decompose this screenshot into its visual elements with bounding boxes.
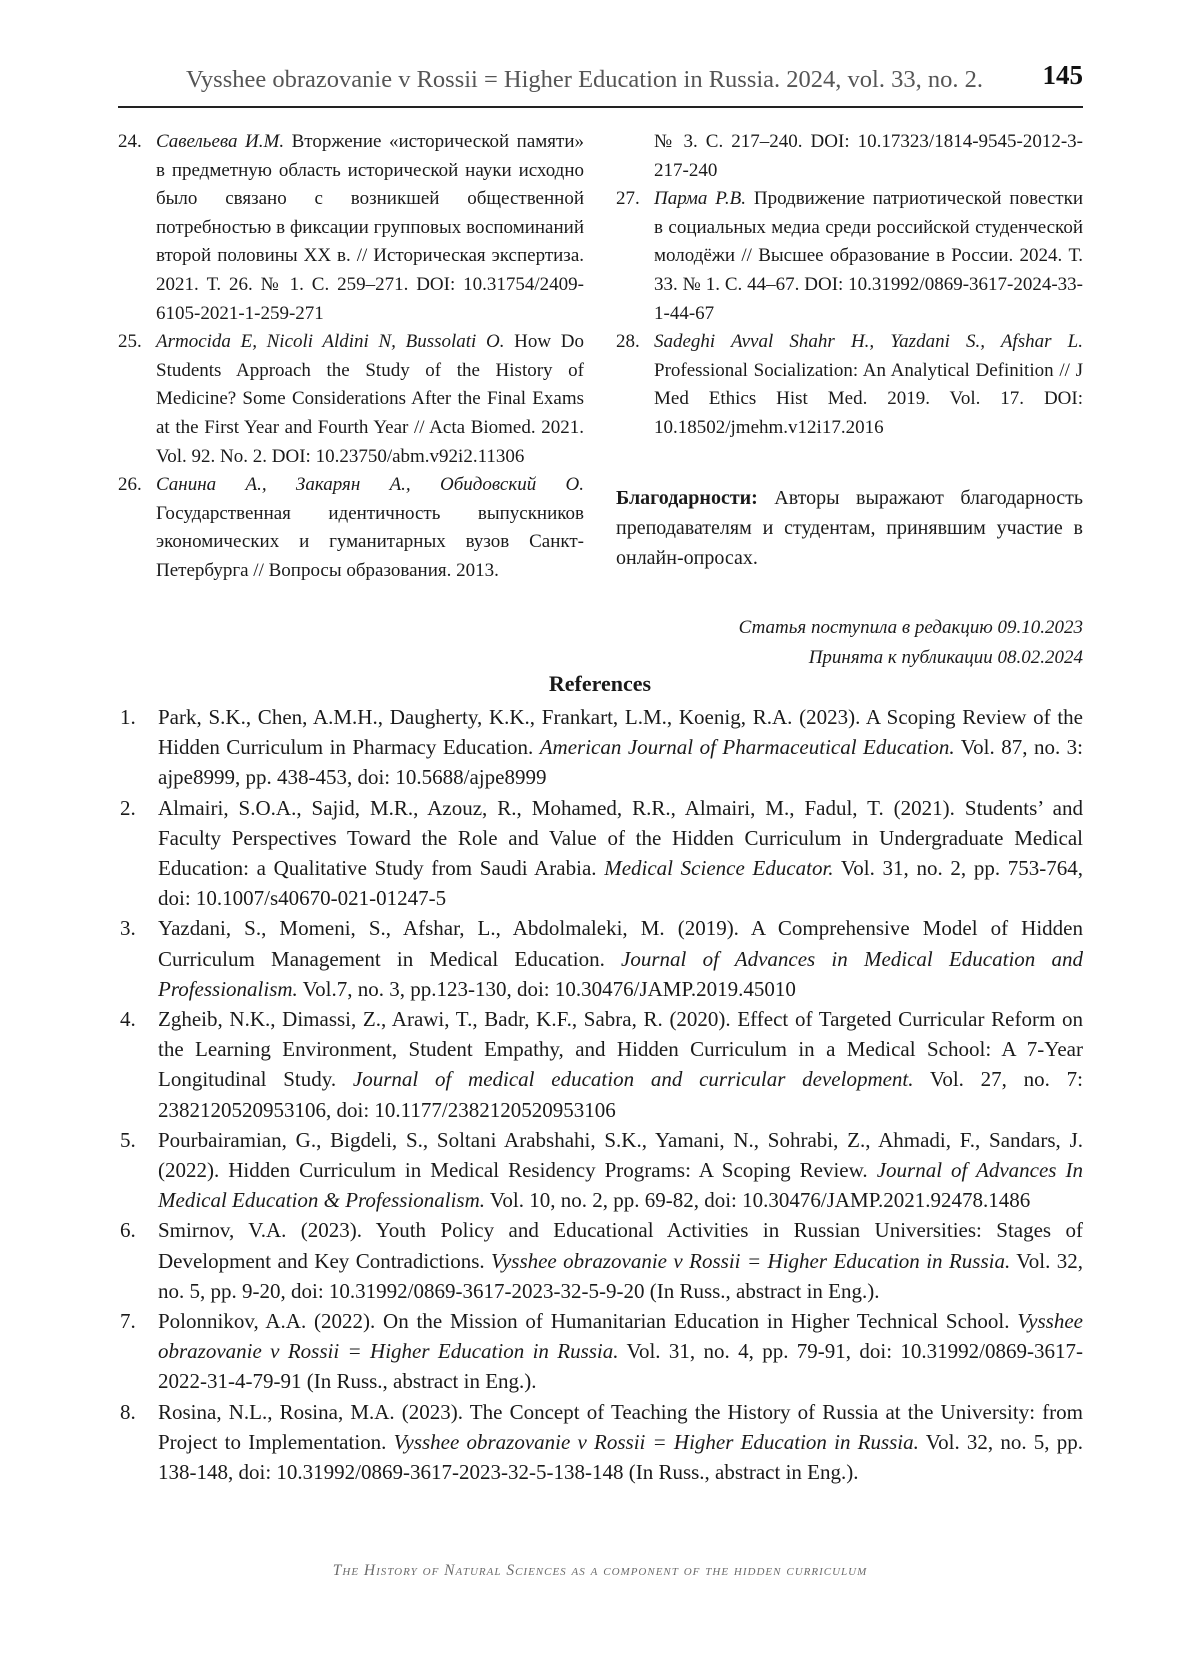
- reference-item: [118, 793, 1083, 914]
- received-date: Статья поступила в редакцию 09.10.2023: [738, 616, 1083, 638]
- reference-journal: American Journal of Pharmaceutical Education.: [539, 735, 955, 760]
- reference-authors: Савельева И.М.: [156, 131, 285, 152]
- reference-number: 26.: [118, 474, 142, 496]
- reference-number: 25.: [118, 331, 142, 353]
- reference-text: Professional Socialization: An Analytical Definition // J Med Ethics Hist Med. 2019. Vol. 17. DOI: 10.18502/jmehm.v12i17.2016: [654, 359, 1083, 438]
- reference-text: Park, S.K., Chen, A.M.H., Daugherty, K.K., Frankart, L.M., Koenig, R.A. (2023). A Scoping Review of the Hidden Curriculum in Pharmacy Education.: [158, 705, 1083, 760]
- references-heading: References: [548, 671, 652, 696]
- article-dates: [616, 613, 1083, 673]
- accepted-date: Принята к публикации 08.02.2024: [808, 646, 1083, 668]
- running-footer: The History of Natural Sciences as a component of the hidden curriculum: [332, 1562, 868, 1579]
- acknowledgements-label: Благодарности:: [616, 486, 758, 509]
- reference-text: How Do Students Approach the Study of the History of Medicine? Some Considerations After the Final Exams at the First Year and Fourth Year // Acta Biomed. 2021. Vol. 92. No. 2. DOI: 10.23750/abm.v92i2.11306: [156, 331, 584, 467]
- reference-number: 2.: [120, 795, 136, 820]
- reference-item: [118, 328, 584, 471]
- reference-number: 28.: [616, 331, 640, 353]
- running-header: [118, 58, 1083, 108]
- reference-authors: Парма Р.В.: [654, 188, 747, 210]
- acknowledgements: [616, 483, 1083, 573]
- reference-text: Polonnikov, A.A. (2022). On the Mission of Humanitarian Education in Higher Technical School.: [158, 1309, 1018, 1334]
- reference-item: [118, 1306, 1083, 1397]
- reference-text: Yazdani, S., Momeni, S., Afshar, L., Abdolmaleki, M. (2019). A Comprehensive Model of Hidden Curriculum Management in Medical Education.: [158, 916, 1083, 971]
- reference-text: Smirnov, V.A. (2023). Youth Policy and Educational Activities in Russian Universities: Stages of Development and Key Contradictions.: [158, 1218, 1083, 1273]
- reference-item: [118, 1004, 1083, 1125]
- reference-details: Vol. 31, no. 2, pp. 753-764, doi: 10.1007/s40670-021-01247-5: [158, 856, 1083, 911]
- reference-details: Vol. 31, no. 4, pp. 79-91, doi: 10.31992/0869-3617-2022-31-4-79-91 (In Russ., abstract in Eng.).: [158, 1339, 1083, 1394]
- reference-item: [118, 1397, 1083, 1488]
- reference-authors: Armocida E, Nicoli Aldini N, Bussolati O.: [156, 331, 505, 353]
- acknowledgements-text: Авторы выражают благодарность преподавателям и студентам, принявшим участие в онлайн-опросах.: [616, 486, 1083, 569]
- reference-authors: Sadeghi Avval Shahr H., Yazdani S., Afshar L.: [654, 331, 1083, 353]
- reference-text: Zgheib, N.K., Dimassi, Z., Arawi, T., Badr, K.F., Sabra, R. (2020). Effect of Targeted Curricular Reform on the Learning Environment, Student Empathy, and Hidden Curriculum in a Medical School: A 7-Year Longitudinal Study.: [158, 1007, 1083, 1092]
- reference-continuation: № 3. С. 217–240. DOI: 10.17323/1814-9545-2012-3-217-240: [654, 131, 1083, 181]
- reference-journal: Journal of Advances In Medical Education & Professionalism.: [158, 1158, 1083, 1213]
- reference-item: [118, 913, 1083, 1004]
- right-column: [616, 128, 1083, 673]
- reference-number: 6.: [120, 1218, 136, 1243]
- reference-journal: Journal of Advances in Medical Education and Professionalism.: [158, 946, 1084, 1001]
- references-list: [118, 702, 1083, 1487]
- journal-title: Vysshee obrazovanie v Rossii = Higher Education in Russia. 2024, vol. 33, no. 2.: [185, 66, 983, 93]
- reference-item: [118, 471, 584, 585]
- reference-details: Vol. 87, no. 3: ajpe8999, pp. 438-453, doi: 10.5688/ajpe8999: [158, 735, 1083, 790]
- reference-item: [118, 1125, 1083, 1216]
- reference-number: 1.: [120, 705, 136, 729]
- reference-details: Vol. 32, no. 5, pp. 9-20, doi: 10.31992/0869-3617-2023-32-5-9-20 (In Russ., abstract in Eng.).: [158, 1248, 1084, 1303]
- reference-text: Almairi, S.O.A., Sajid, M.R., Azouz, R., Mohamed, R.R., Almairi, M., Fadul, T. (2021). Students’ and Faculty Perspectives Toward the Role and Value of the Hidden Curriculum in Undergraduate Medical Education: a Qualitative Study from Saudi Arabia.: [158, 795, 1083, 881]
- reference-journal: Vysshee obrazovanie v Rossii = Higher Education in Russia.: [158, 1309, 1083, 1364]
- page-number: 145: [1042, 60, 1083, 90]
- reference-journal: Vysshee obrazovanie v Rossii = Higher Education in Russia.: [491, 1248, 1011, 1273]
- reference-number: 7.: [120, 1309, 136, 1334]
- reference-text: Вторжение «исторической памяти» в предметную область исторической науки исходно было связано с возникшей общественной потребностью в фиксации групповых воспоминаний второй половины XX в. // Историческая экспертиза. 2021. Т. 26. № 1. С. 259–271. DOI: 10.31754/2409-6105-2021-1-259-271: [156, 131, 585, 324]
- reference-details: Vol. 27, no. 7: 2382120520953106, doi: 10.1177/2382120520953106: [158, 1067, 1083, 1122]
- reference-journal: Journal of medical education and curricular development.: [352, 1067, 914, 1092]
- reference-number: 24.: [118, 131, 142, 152]
- reference-item: [616, 328, 1083, 442]
- reference-item: [616, 185, 1083, 328]
- reference-item: [118, 702, 1083, 793]
- reference-number: 4.: [120, 1007, 136, 1032]
- reference-details: Vol.7, no. 3, pp.123-130, doi: 10.30476/JAMP.2019.45010: [297, 976, 796, 1001]
- reference-number: 3.: [120, 916, 136, 941]
- reference-text: Государственная идентичность выпускников экономических и гуманитарных вузов Санкт-Петербурга // Вопросы образования. 2013.: [156, 502, 584, 581]
- reference-item: [118, 1215, 1083, 1306]
- reference-number: 8.: [120, 1399, 136, 1424]
- reference-details: Vol. 10, no. 2, pp. 69-82, doi: 10.30476/JAMP.2021.92478.1486: [485, 1188, 1031, 1213]
- reference-journal: Vysshee obrazovanie v Rossii = Higher Education in Russia.: [393, 1429, 919, 1454]
- reference-item: [118, 128, 584, 328]
- reference-authors: Санина А., Закарян А., Обидовский О.: [156, 474, 584, 496]
- reference-number: 5.: [120, 1127, 136, 1152]
- reference-text: Rosina, N.L., Rosina, M.A. (2023). The Concept of Teaching the History of Russia at the University: from Project to Implementation.: [158, 1399, 1083, 1454]
- reference-number: 27.: [616, 188, 640, 210]
- left-column: [118, 128, 584, 586]
- reference-journal: Medical Science Educator.: [604, 856, 834, 881]
- reference-text: Pourbairamian, G., Bigdeli, S., Soltani Arabshahi, S.K., Yamani, N., Sohrabi, Z., Ahmadi, F., Sandars, J. (2022). Hidden Curriculum in Medical Residency Programs: A Scoping Review.: [158, 1127, 1083, 1183]
- reference-text: Продвижение патриотической повестки в социальных медиа среди российской студенческой молодёжи // Высшее образование в России. 2024. Т. 33. № 1. С. 44–67. DOI: 10.31992/0869-3617-2024-33-1-44-67: [654, 188, 1083, 324]
- reference-details: Vol. 32, no. 5, pp. 138-148, doi: 10.31992/0869-3617-2023-32-5-138-148 (In Russ., abstract in Eng.).: [158, 1429, 1084, 1485]
